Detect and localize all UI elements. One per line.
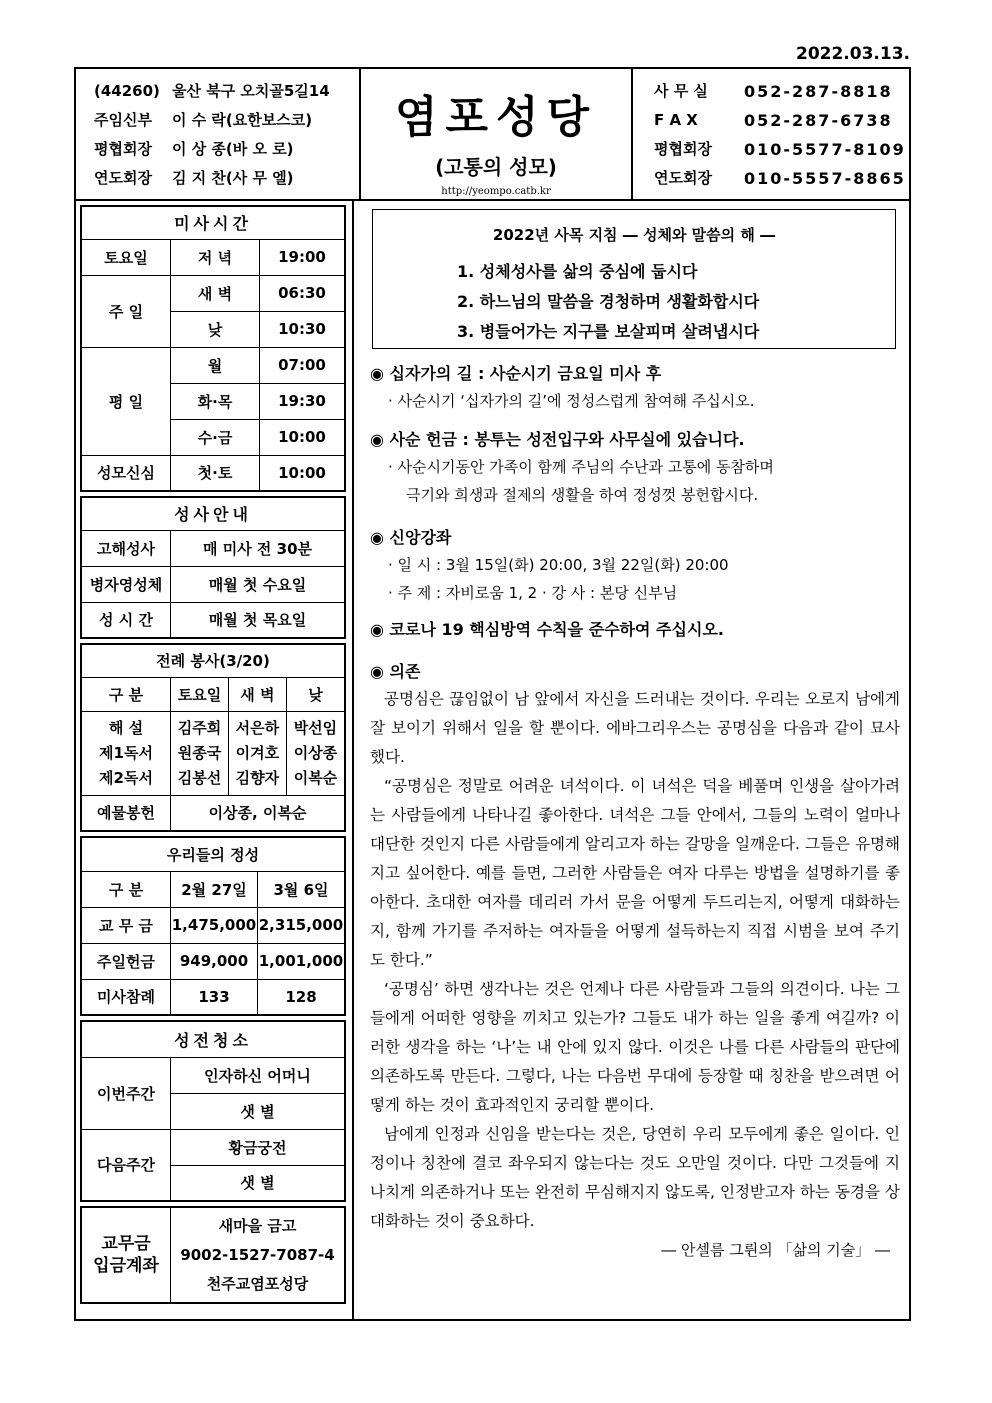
sunday-label: 주 일 bbox=[81, 275, 171, 347]
info-value: 이 수 락(요한보스코) bbox=[172, 111, 313, 129]
cleaning-title: 성전청소 bbox=[81, 1021, 345, 1057]
info-row bbox=[94, 77, 330, 106]
contact-key: F A X bbox=[654, 111, 698, 129]
parish-url[interactable]: http://yeompo.catb.kr bbox=[441, 186, 551, 197]
sunday-time-label: 낮 bbox=[171, 311, 260, 347]
dependence-paragraph: “공명심은 정말로 어려운 녀석이다. 이 녀석은 덕을 베풀며 인생을 살아가려는 사람들에게 나타나길 좋아한다. 녀석은 그들 안에서, 그들의 노력이 얼마나 대단한 것인지 다른 사람들에게 알리고자 하는 갈망을 일깨운다. 그들은 유명해지고 싶어한다. 예를 들면, 그러한 사람들은 여자 다루는 방법을 설명하기를 좋아한다. 초대한 여자를 데리러 가서 문을 어떻게 두드리는지, 어떻게 대화하는지, 함께 가기를 주저하는 여자들을 어떻게 설득하는지 직접 시범을 보여 주기도 한다.” bbox=[370, 777, 900, 969]
account-label-line: 입금계좌 bbox=[93, 1256, 159, 1276]
server-name: 이복순 bbox=[293, 768, 338, 787]
liturgy-header: 토요일 bbox=[171, 677, 229, 711]
left-column bbox=[80, 205, 346, 1304]
server-name: 원종국 bbox=[177, 743, 222, 762]
offerings-value: 1,475,000 bbox=[171, 907, 258, 943]
faith-lecture-title: ◉ 신앙강좌 bbox=[370, 528, 452, 547]
offerings-key: 미사참례 bbox=[81, 979, 171, 1015]
liturgy-table bbox=[80, 643, 346, 832]
offerings-value: 949,000 bbox=[171, 943, 258, 979]
role-label: 제1독서 bbox=[99, 743, 153, 762]
parish-subtitle: (고통의 성모) bbox=[435, 155, 557, 179]
contact-row bbox=[654, 106, 906, 135]
liturgy-title: 전례 봉사(3/20) bbox=[81, 644, 345, 677]
faith-lecture-topic: · 주 제 : 자비로움 1, 2 · 강 사 : 본당 신부님 bbox=[388, 584, 678, 602]
contact-row bbox=[654, 77, 906, 106]
sacrament-key: 고해성사 bbox=[81, 530, 171, 566]
dependence-source: ― 안셀름 그륀의 「삶의 기술」 ― bbox=[661, 1241, 890, 1259]
faith-lecture-date: · 일 시 : 3월 15일(화) 20:00, 3월 22일(화) 20:00 bbox=[388, 556, 729, 574]
contact-row bbox=[654, 164, 906, 193]
sunday-time-label: 새 벽 bbox=[171, 275, 260, 311]
pastoral-policy-box bbox=[372, 209, 896, 349]
sacrament-value: 매월 첫 수요일 bbox=[171, 566, 346, 602]
parish-title: 염포성당 bbox=[394, 92, 597, 143]
marian-label: 성모신심 bbox=[81, 455, 171, 491]
liturgy-header: 낮 bbox=[286, 677, 345, 711]
policy-item: 1. 성체성사를 삶의 중심에 둡시다 bbox=[457, 262, 698, 281]
liturgy-day bbox=[286, 711, 345, 795]
account-number: 9002-1527-7087-4 bbox=[180, 1245, 335, 1264]
header bbox=[74, 67, 911, 199]
offerings-key: 주일헌금 bbox=[81, 943, 171, 979]
dependence-title: ◉ 의존 bbox=[370, 662, 421, 681]
info-key: (44260) bbox=[94, 82, 160, 100]
weekday-time: 07:00 bbox=[260, 347, 346, 383]
offerings-header: 2월 27일 bbox=[171, 871, 258, 907]
role-label: 제2독서 bbox=[99, 768, 153, 787]
policy-item: 2. 하느님의 말씀을 경청하며 생활화합시다 bbox=[457, 292, 760, 311]
account-holder: 천주교염포성당 bbox=[206, 1274, 309, 1293]
info-key: 주임신부 bbox=[94, 111, 152, 129]
server-name: 김주희 bbox=[177, 718, 222, 737]
sunday-time: 06:30 bbox=[260, 275, 346, 311]
next-week-team: 샛 별 bbox=[171, 1165, 346, 1201]
offering-value: 이상종, 이복순 bbox=[171, 795, 346, 831]
info-row bbox=[94, 106, 330, 135]
contact-key: 평협회장 bbox=[654, 140, 712, 158]
this-week-team: 인자하신 어머니 bbox=[171, 1057, 346, 1093]
account-label bbox=[81, 1207, 171, 1303]
offerings-value: 128 bbox=[257, 979, 345, 1015]
info-key: 연도회장 bbox=[94, 169, 152, 187]
header-divider bbox=[74, 199, 911, 201]
liturgy-saturday bbox=[171, 711, 229, 795]
covid-notice: ◉ 코로나 19 핵심방역 수칙을 준수하여 주십시오. bbox=[370, 620, 724, 639]
contact-value: 010-5577-8109 bbox=[744, 140, 906, 159]
sacrament-value: 매월 첫 목요일 bbox=[171, 602, 346, 638]
policy-item: 3. 병들어가는 지구를 보살피며 살려냅시다 bbox=[457, 322, 760, 341]
role-label: 해 설 bbox=[108, 718, 144, 737]
marian-time: 10:00 bbox=[260, 455, 346, 491]
weekday-day: 화·목 bbox=[171, 383, 260, 419]
lent-offering-title: ◉ 사순 헌금 : 봉투는 성전입구와 사무실에 있습니다. bbox=[370, 430, 745, 449]
offerings-value: 1,001,000 bbox=[257, 943, 345, 979]
contact-value: 052-287-6738 bbox=[744, 111, 893, 130]
saturday-time-label: 저 녁 bbox=[171, 239, 260, 275]
weekday-time: 10:00 bbox=[260, 419, 346, 455]
liturgy-header: 구 분 bbox=[81, 677, 171, 711]
sacrament-title: 성사안내 bbox=[81, 497, 345, 530]
stations-of-cross-title: ◉ 십자가의 길 : 사순시기 금요일 미사 후 bbox=[370, 364, 662, 383]
sacrament-value: 매 미사 전 30분 bbox=[171, 530, 346, 566]
info-row bbox=[94, 135, 330, 164]
contact-value: 010-5557-8865 bbox=[744, 169, 906, 188]
this-week-team: 샛 별 bbox=[171, 1093, 346, 1129]
offerings-header: 3월 6일 bbox=[257, 871, 345, 907]
weekday-day: 월 bbox=[171, 347, 260, 383]
info-value: 울산 북구 오치골5길14 bbox=[172, 82, 330, 100]
saturday-time: 19:00 bbox=[260, 239, 346, 275]
contact-row bbox=[654, 135, 906, 164]
marian-day: 첫·토 bbox=[171, 455, 260, 491]
contact-info bbox=[654, 77, 906, 193]
account-label-line: 교무금 bbox=[101, 1234, 151, 1254]
dependence-paragraph: ‘공명심’ 하면 생각나는 것은 언제나 다른 사람들과 그들의 의견이다. 나는 그들에게 어떠한 영향을 끼치고 있는가? 그들도 내가 하는 일을 좋게 여길까? 이러한 생각을 하는 ‘나’는 내 안에 있지 않다. 이것은 나를 다른 사람들의 판단에 의존하도록 만든다. 그렇다, 나는 다음번 무대에 등장할 때 칭찬을 받으려면 어떻게 하는 것이 효과적인지 궁리할 뿐이다. bbox=[370, 980, 900, 1114]
liturgy-roles bbox=[81, 711, 171, 795]
mass-times-table bbox=[80, 205, 346, 492]
server-name: 이겨호 bbox=[235, 743, 280, 762]
sacrament-key: 성 시 간 bbox=[81, 602, 171, 638]
server-name: 이상종 bbox=[293, 743, 338, 762]
offering-label: 예물봉헌 bbox=[81, 795, 171, 831]
bulletin-date: 2022.03.13. bbox=[795, 44, 910, 64]
offerings-value: 2,315,000 bbox=[257, 907, 345, 943]
lent-offering-body: · 사순시기동안 가족이 함께 주님의 수난과 고통에 동참하며 bbox=[388, 458, 774, 476]
info-value: 김 지 찬(사 무 엘) bbox=[172, 169, 294, 187]
policy-title: 2022년 사목 지침 ― 성체와 말씀의 해 ― bbox=[492, 226, 776, 244]
sunday-time: 10:30 bbox=[260, 311, 346, 347]
right-column bbox=[370, 209, 900, 1264]
account-table bbox=[80, 1206, 346, 1304]
weekday-label: 평 일 bbox=[81, 347, 171, 455]
mass-times-title: 미사시간 bbox=[81, 206, 345, 239]
offerings-header: 구 분 bbox=[81, 871, 171, 907]
parish-info bbox=[94, 77, 330, 193]
stations-of-cross-body: · 사순시기 ‘십자가의 길’에 정성스럽게 참여해 주십시오. bbox=[388, 392, 755, 410]
sacrament-table bbox=[80, 496, 346, 639]
offerings-key: 교 무 금 bbox=[81, 907, 171, 943]
this-week-label: 이번주간 bbox=[81, 1057, 171, 1129]
liturgy-dawn bbox=[228, 711, 286, 795]
masthead bbox=[359, 67, 633, 199]
offerings-title: 우리들의 정성 bbox=[81, 837, 345, 871]
lent-offering-body: 극기와 희생과 절제의 생활을 하여 정성껏 봉헌합시다. bbox=[406, 486, 759, 504]
saturday-label: 토요일 bbox=[81, 239, 171, 275]
account-bank: 새마을 금고 bbox=[218, 1216, 297, 1235]
dependence-paragraph: 남에게 인정과 신임을 받는다는 것은, 당연히 우리 모두에게 좋은 일이다. 인정이나 칭찬에 결코 좌우되지 않는다는 것도 오만일 것이다. 다만 그것들에 지나치게 의존하거나 또는 완전히 무심해지지 않도록, 인정받고자 하는 동경을 상대화하는 것이 중요하다. bbox=[370, 1125, 900, 1230]
offerings-table bbox=[80, 836, 346, 1016]
server-name: 서은하 bbox=[235, 718, 280, 737]
info-row bbox=[94, 164, 330, 193]
account-details bbox=[171, 1207, 346, 1303]
liturgy-header: 새 벽 bbox=[228, 677, 286, 711]
offerings-value: 133 bbox=[171, 979, 258, 1015]
contact-value: 052-287-8818 bbox=[744, 82, 893, 101]
next-week-label: 다음주간 bbox=[81, 1129, 171, 1201]
weekday-time: 19:30 bbox=[260, 383, 346, 419]
contact-key: 사 무 실 bbox=[654, 82, 708, 100]
server-name: 박선임 bbox=[293, 718, 338, 737]
info-key: 평협회장 bbox=[94, 140, 152, 158]
sacrament-key: 병자영성체 bbox=[81, 566, 171, 602]
contact-key: 연도회장 bbox=[654, 169, 712, 187]
cleaning-table bbox=[80, 1020, 346, 1202]
server-name: 김향자 bbox=[235, 768, 280, 787]
dependence-paragraph: 공명심은 끊임없이 남 앞에서 자신을 드러내는 것이다. 우리는 오로지 남에게 잘 보이기 위해서 일을 할 뿐이다. 에바그리우스는 공명심을 다음과 같이 묘사했다. bbox=[370, 690, 900, 766]
next-week-team: 황금궁전 bbox=[171, 1129, 346, 1165]
weekday-day: 수·금 bbox=[171, 419, 260, 455]
info-value: 이 상 종(바 오 로) bbox=[172, 140, 294, 158]
server-name: 김봉선 bbox=[177, 768, 222, 787]
column-divider bbox=[352, 199, 354, 1321]
